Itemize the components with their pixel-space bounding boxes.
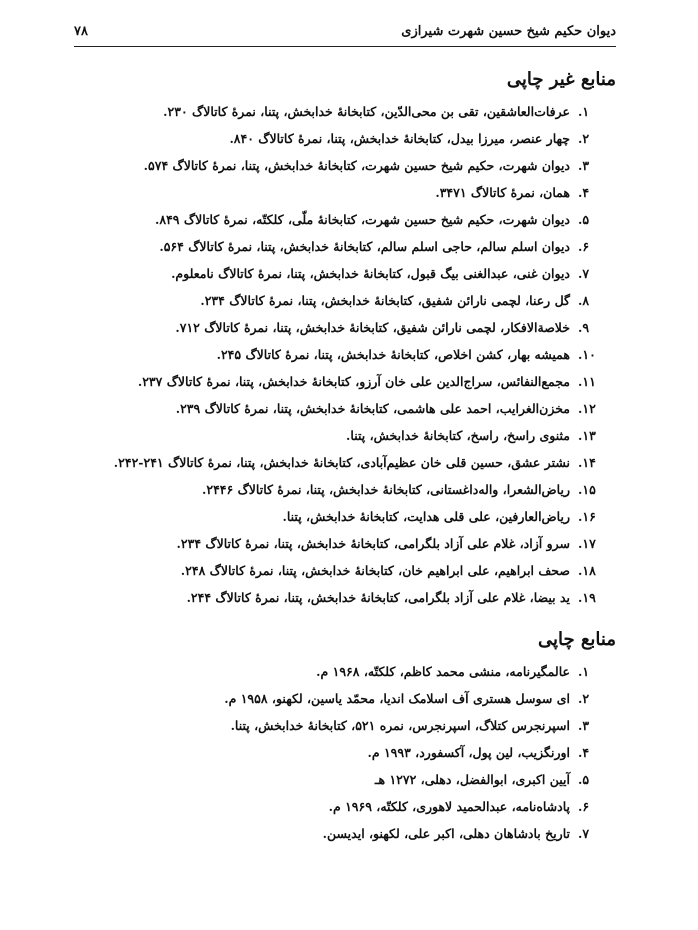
list-item xyxy=(74,503,616,530)
page-header xyxy=(74,22,616,47)
list-item xyxy=(74,98,616,125)
list-item xyxy=(74,260,616,287)
page-number: ۷۸ xyxy=(74,24,88,39)
item-number: ۱۹. xyxy=(578,590,596,605)
item-number: ۱۷. xyxy=(578,536,596,551)
list-item xyxy=(74,739,616,766)
item-text: همیشه بهار، کشن اخلاص، کتابخانهٔ خدابخش، پتنا، نمرهٔ کاتالاگ ۲۴۵. xyxy=(216,347,570,362)
list-item xyxy=(74,125,616,152)
item-text: دیوان شهرت، حکیم شیخ حسین شهرت، کتابخانهٔ ملّی، کلکتّه، نمرهٔ کاتالاگ ۸۴۹. xyxy=(155,212,570,227)
item-text: گل رعنا، لچمی نارائن شفیق، کتابخانهٔ خدابخش، پتنا، نمرهٔ کاتالاگ ۲۳۴. xyxy=(200,293,570,308)
section-heading: منابع غیر چاپی xyxy=(506,69,616,90)
list-item xyxy=(74,314,616,341)
item-text: عالمگیرنامه، منشی محمد کاظم، کلکتّه، ۱۹۶۸ م. xyxy=(316,664,570,679)
item-number: ۱۸. xyxy=(578,563,596,578)
list-item xyxy=(74,820,616,847)
item-number: ۶. xyxy=(578,799,590,814)
item-number: ۹. xyxy=(578,320,590,335)
item-number: ۱۱. xyxy=(578,374,596,389)
list-item xyxy=(74,233,616,260)
item-number: ۳. xyxy=(578,158,590,173)
item-number: ۱۶. xyxy=(578,509,596,524)
item-text: خلاصة‌الافکار، لچمی نارائن شفیق، کتابخانهٔ خدابخش، پتنا، نمرهٔ کاتالاگ ۷۱۲. xyxy=(175,320,570,335)
item-number: ۴. xyxy=(578,745,590,760)
list-item xyxy=(74,422,616,449)
list-item xyxy=(74,395,616,422)
list-item xyxy=(74,658,616,685)
item-text: ای سوسل هستری آف اسلامک اندیا، محمّد یاسین، لکهنو، ۱۹۵۸ م. xyxy=(224,691,570,706)
list-item xyxy=(74,152,616,179)
published-sources-section xyxy=(74,626,616,847)
item-number: ۲. xyxy=(578,131,590,146)
list-item xyxy=(74,712,616,739)
item-text: دیوان شهرت، حکیم شیخ حسین شهرت، کتابخانهٔ خدابخش، پتنا، نمرهٔ کاتالاگ ۵۷۴. xyxy=(143,158,570,173)
item-number: ۱. xyxy=(578,104,590,119)
item-text: ریاض‌العارفین، علی قلی هدایت، کتابخانهٔ خدابخش، پتنا. xyxy=(282,509,570,524)
unpublished-sources-section xyxy=(74,66,616,611)
item-number: ۱۳. xyxy=(578,428,596,443)
item-number: ۲. xyxy=(578,691,590,706)
item-text: مخزن‌الغرایب، احمد علی هاشمی، کتابخانهٔ خدابخش، پتنا، نمرهٔ کاتالاگ ۲۳۹. xyxy=(175,401,570,416)
list-item xyxy=(74,557,616,584)
item-text: ریاض‌الشعرا، واله‌داغستانی، کتابخانهٔ خدابخش، پتنا، نمرهٔ کاتالاگ ۲۴۴۶. xyxy=(202,482,570,497)
list-item xyxy=(74,793,616,820)
item-number: ۱۲. xyxy=(578,401,596,416)
item-text: نشتر عشق، حسین قلی خان عظیم‌آبادی، کتابخانهٔ خدابخش، پتنا، نمرهٔ کاتالاگ ۲۴۱-۲۴۲. xyxy=(113,455,570,470)
item-text: دیوان غنی، عبدالغنی بیگ قبول، کتابخانهٔ خدابخش، پتنا، نمرهٔ کاتالاگ نامعلوم. xyxy=(171,266,570,281)
item-text: اسپرنجرس کتلاگ، اسپرنجرس، نمره ۵۲۱، کتابخانهٔ خدابخش، پتنا. xyxy=(230,718,570,733)
item-number: ۶. xyxy=(578,239,590,254)
item-text: عرفات‌العاشقین، تقی بن محی‌الدّین، کتابخانهٔ خدابخش، پتنا، نمرهٔ کاتالاگ ۲۳۰. xyxy=(163,104,570,119)
unpublished-sources-list xyxy=(74,98,616,611)
list-item xyxy=(74,530,616,557)
item-number: ۴. xyxy=(578,185,590,200)
item-text: اورنگزیب، لین پول، آکسفورد، ۱۹۹۳ م. xyxy=(367,745,570,760)
item-text: ید بیضا، غلام علی آزاد بلگرامی، کتابخانهٔ خدابخش، پتنا، نمرهٔ کاتالاگ ۲۴۴. xyxy=(186,590,570,605)
list-item xyxy=(74,685,616,712)
list-item xyxy=(74,341,616,368)
item-number: ۱. xyxy=(578,664,590,679)
list-item xyxy=(74,179,616,206)
list-item xyxy=(74,206,616,233)
section-heading: منابع چاپی xyxy=(537,629,616,650)
item-number: ۱۰. xyxy=(578,347,596,362)
item-number: ۸. xyxy=(578,293,590,308)
item-number: ۷. xyxy=(578,826,590,841)
item-text: تاریخ بادشاهان دهلی، اکبر علی، لکهنو، ایدیسن. xyxy=(322,826,570,841)
list-item xyxy=(74,449,616,476)
running-title: دیوان حکیم شیخ حسین شهرت شیرازی xyxy=(401,24,616,39)
item-text: مثنوی راسخ، راسخ، کتابخانهٔ خدابخش، پتنا. xyxy=(346,428,570,443)
list-item xyxy=(74,766,616,793)
item-text: مجمع‌النفائس، سراج‌الدین علی خان آرزو، کتابخانهٔ خدابخش، پتنا، نمرهٔ کاتالاگ ۲۳۷. xyxy=(137,374,570,389)
list-item xyxy=(74,476,616,503)
list-item xyxy=(74,287,616,314)
item-number: ۵. xyxy=(578,772,590,787)
item-text: آیین اکبری، ابوالفضل، دهلی، ۱۲۷۲ هـ xyxy=(374,772,570,787)
item-text: پادشاه‌نامه، عبدالحمید لاهوری، کلکتّه، ۱۹۶۹ م. xyxy=(328,799,570,814)
item-number: ۱۵. xyxy=(578,482,596,497)
item-text: سرو آزاد، غلام علی آزاد بلگرامی، کتابخانهٔ خدابخش، پتنا، نمرهٔ کاتالاگ ۲۳۴. xyxy=(176,536,570,551)
item-number: ۱۴. xyxy=(578,455,596,470)
published-sources-list xyxy=(74,658,616,847)
item-text: همان، نمرهٔ کاتالاگ ۳۴۷۱. xyxy=(435,185,570,200)
item-number: ۷. xyxy=(578,266,590,281)
item-number: ۳. xyxy=(578,718,590,733)
item-text: صحف ابراهیم، علی ابراهیم خان، کتابخانهٔ خدابخش، پتنا، نمرهٔ کاتالاگ ۲۴۸. xyxy=(180,563,570,578)
item-number: ۵. xyxy=(578,212,590,227)
item-text: دیوان اسلم سالم، حاجی اسلم سالم، کتابخانهٔ خدابخش، پتنا، نمرهٔ کاتالاگ ۵۶۴. xyxy=(159,239,570,254)
item-text: چهار عنصر، میرزا بیدل، کتابخانهٔ خدابخش، پتنا، نمرهٔ کاتالاگ ۸۴۰. xyxy=(229,131,570,146)
list-item xyxy=(74,368,616,395)
list-item xyxy=(74,584,616,611)
